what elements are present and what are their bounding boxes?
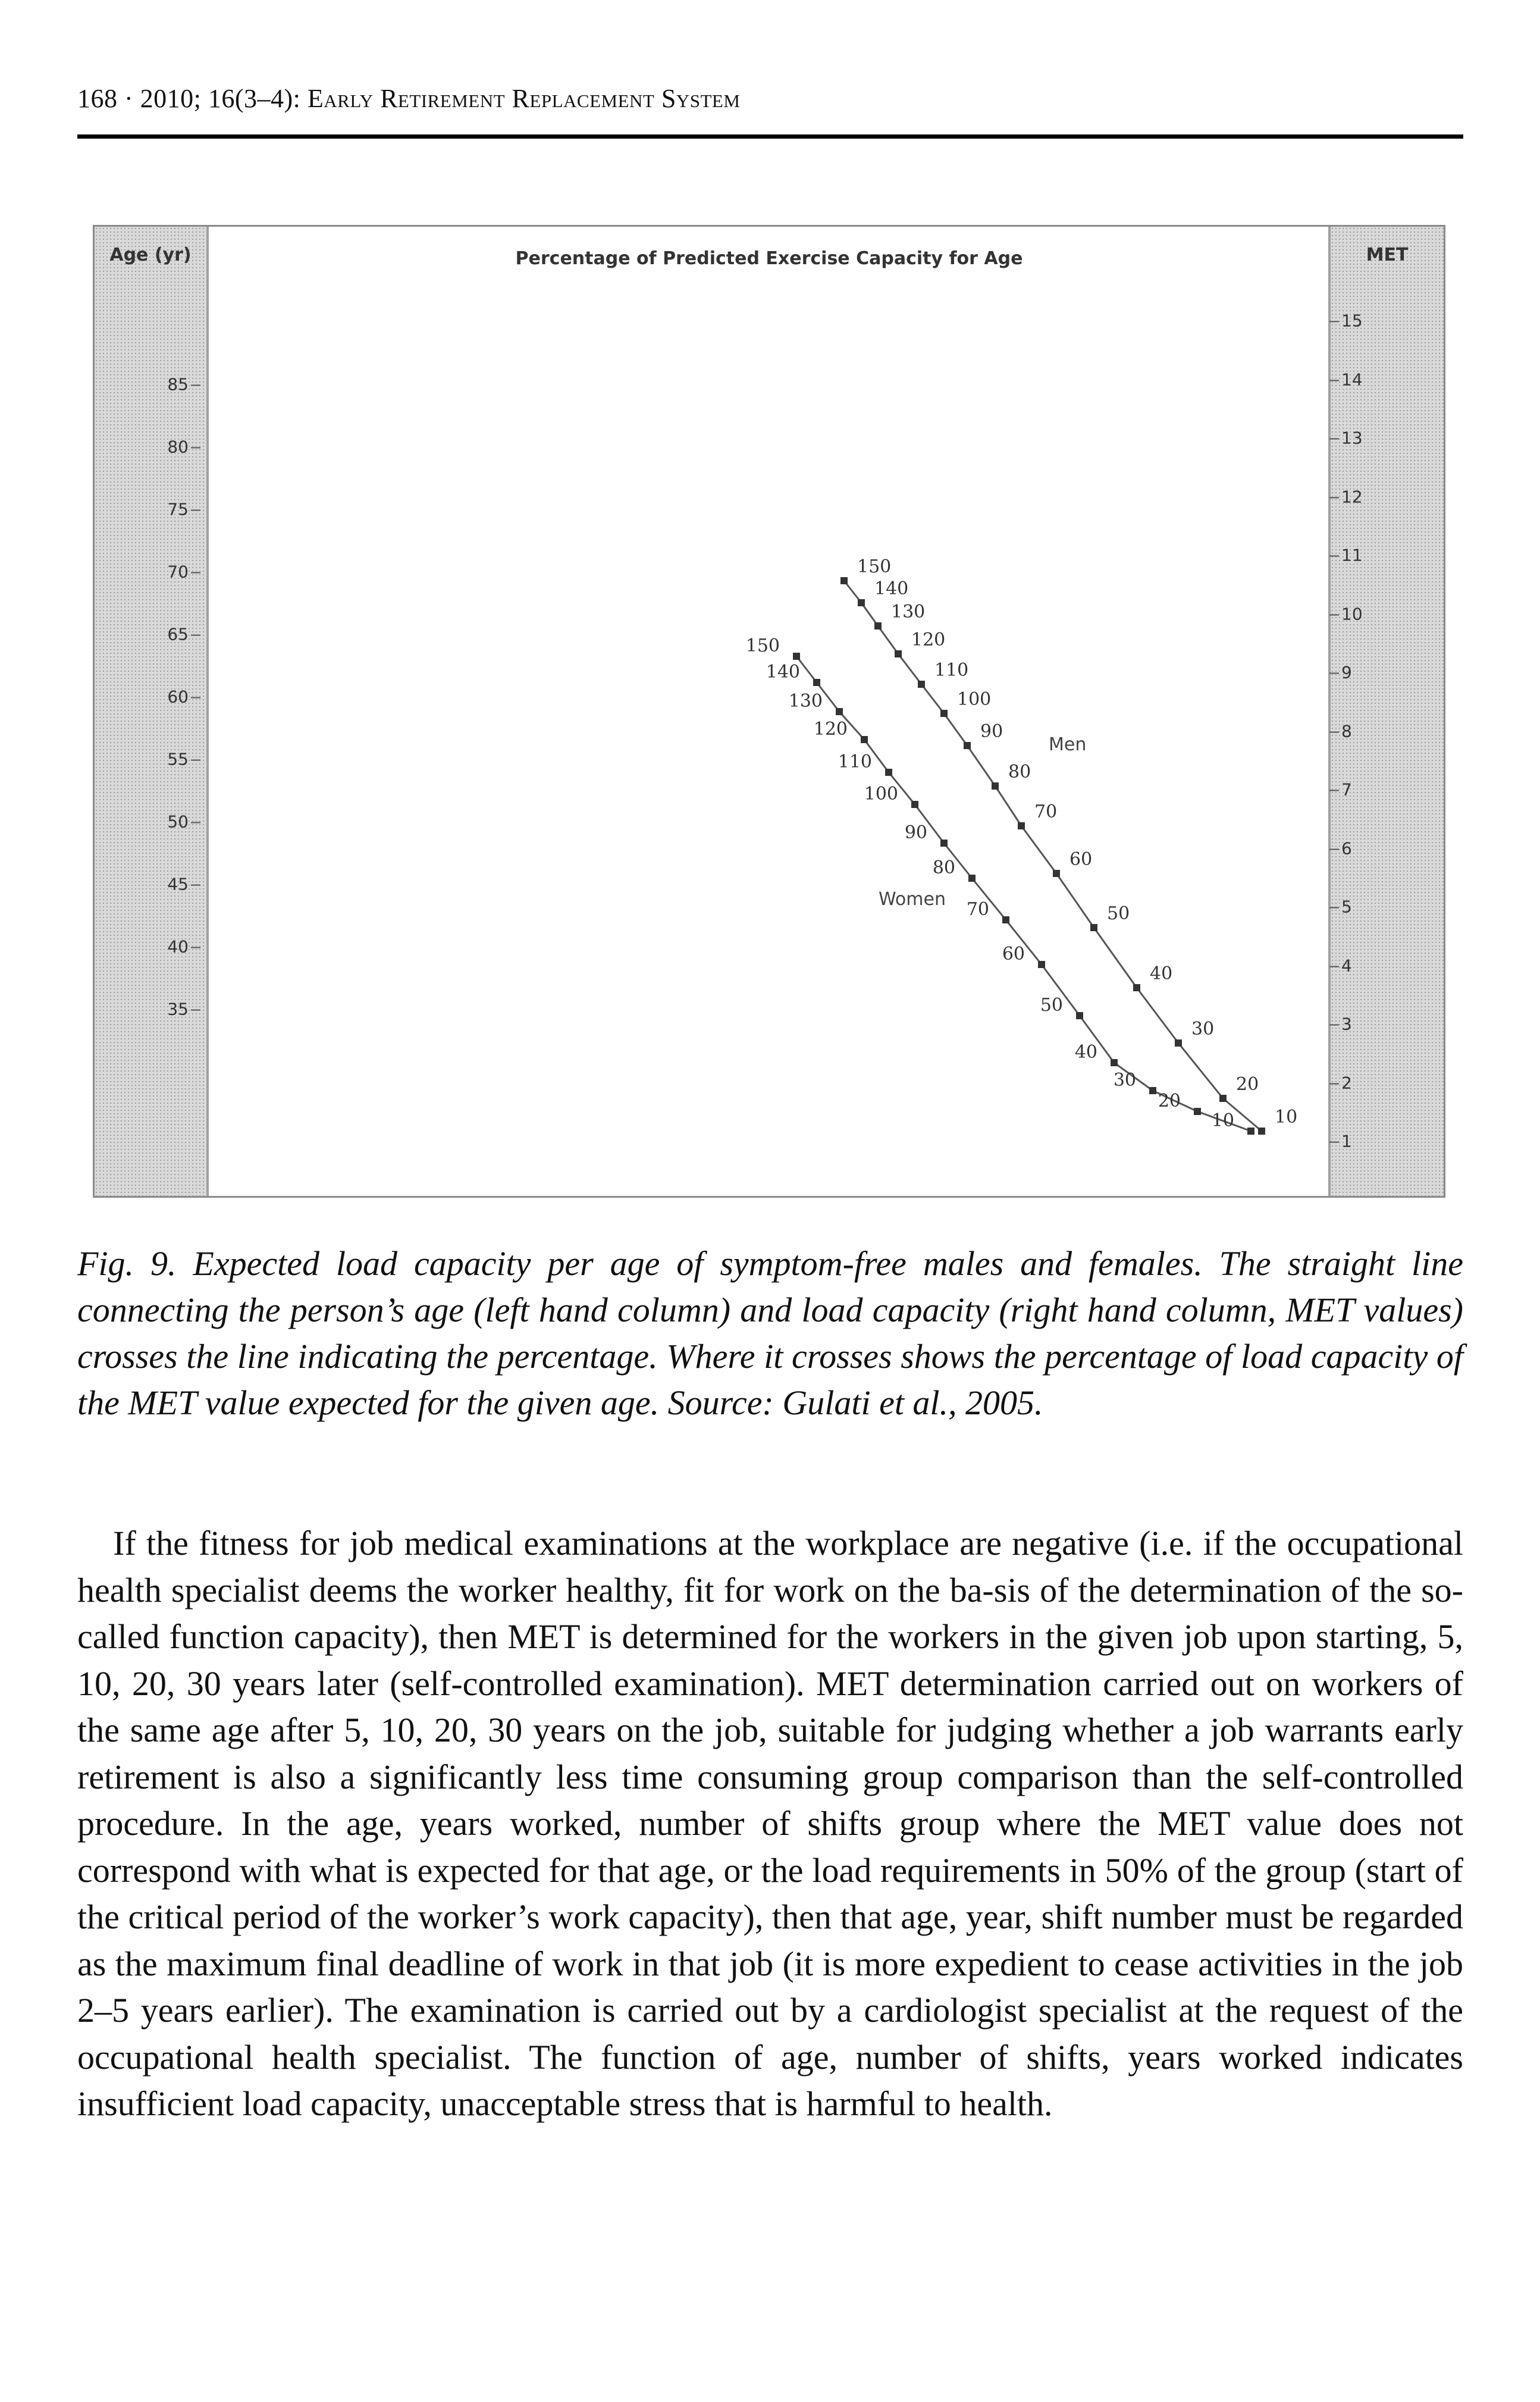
age-tick: 65 [167,625,200,644]
met-tick: 10 [1329,604,1363,624]
met-tick: 11 [1329,546,1363,565]
men-point-marker [918,681,925,688]
women-percent-label: 70 [966,899,989,920]
women-percent-label: 90 [904,822,927,843]
women-percent-label: 110 [838,751,872,772]
women-percent-label: 40 [1074,1042,1097,1063]
running-header [77,83,1463,125]
men-percent-label: 50 [1107,903,1130,924]
men-point-marker [992,782,999,790]
women-point-marker [1111,1059,1118,1066]
figure-caption: Fig. 9. Expected load capacity per age of symptom-free males and females. The straight line connecting the person’s age (left hand column) and load capacity (right hand column, MET values) crosses the line indicating the percentage. Where it crosses shows the percentage of load capacity of the MET value expected for the given age. Source: Gulati et al., 2005. [77,1244,1463,1422]
age-tick: 60 [167,687,200,707]
page-number: 168 [77,84,118,113]
men-point-marker [1258,1128,1265,1135]
age-tick: 75 [167,500,200,519]
body-paragraph: If the fitness for job medical examinations at the workplace are negative (i.e. if the occupational health specialist deems the worker healthy, fit for work on the ba-sis of the determination of the so-called function capacity), then MET is determined for the workers in the given job upon starting, 5, 10, 20, 30 years later (self-controlled examination). MET determination carried out on workers of the same age after 5, 10, 20, 30 years on the job, suitable for judging whether a job warrants early retirement is also a significantly less time consuming group comparison than the self-controlled procedure. In the age, years worked, number of shifts group where the MET value does not correspond with what is expected for that age, or the load requirements in 50% of the group (start of the critical period of the worker’s work capacity), then that age, year, shift number must be regarded as the maximum final deadline of work in that job (it is more expedient to cease activities in the job 2–5 years earlier). The examination is carried out by a cardiologist specialist at the request of the occupational health specialist. The function of age, number of shifts, years worked indicates insufficient load capacity, unacceptable stress that is harmful to health. [77,1524,1463,2123]
women-point-marker [1076,1012,1083,1019]
women-point-marker [885,769,892,776]
met-tick: 4 [1329,956,1352,975]
men-percent-label: 100 [957,689,992,710]
women-percent-label: 120 [813,719,848,740]
men-percent-label: 70 [1034,801,1058,822]
women-percent-label: 150 [745,635,780,656]
women-series-label: Women [879,889,946,910]
men-point-marker [1175,1039,1182,1047]
met-tick: 15 [1329,311,1363,331]
met-tick: 1 [1329,1132,1352,1151]
volume-info: 2010; 16(3–4): [140,84,301,113]
women-percent-label: 10 [1211,1110,1234,1131]
men-point-marker [874,622,882,630]
met-tick: 14 [1329,369,1363,389]
women-percent-label: 50 [1040,995,1063,1016]
men-percent-label: 120 [911,630,946,650]
women-point-marker [911,801,918,808]
women-percent-label: 20 [1158,1091,1181,1111]
nomogram-figure [93,225,1445,1198]
men-percent-label: 150 [857,556,892,577]
women-point-marker [793,653,800,660]
met-tick: 7 [1329,780,1352,800]
men-percent-label: 110 [934,660,969,681]
women-percent-label: 140 [766,662,800,682]
women-point-marker [813,679,820,686]
header-rule [77,134,1463,139]
men-point-marker [1133,984,1140,991]
men-percent-label: 140 [874,578,909,599]
age-column-title: Age (yr) [109,245,192,265]
age-tick: 50 [167,812,200,832]
men-point-marker [1053,870,1060,877]
men-line [844,581,1262,1131]
age-tick: 45 [167,875,200,894]
met-tick: 6 [1329,838,1352,858]
percentage-lines-plot [95,227,1447,1200]
age-tick: 85 [167,375,200,394]
women-point-marker [1247,1128,1254,1135]
age-tick: 40 [167,937,200,957]
women-percent-label: 130 [788,691,823,712]
men-percent-label: 60 [1069,849,1093,870]
met-tick: 2 [1329,1073,1352,1092]
men-percent-label: 10 [1275,1107,1298,1128]
met-tick: 8 [1329,721,1352,741]
age-tick: 55 [167,750,200,769]
men-point-marker [858,599,865,606]
met-tick: 5 [1329,897,1352,917]
met-tick: 12 [1329,487,1363,506]
men-percent-label: 130 [891,602,926,622]
women-point-marker [861,736,868,743]
men-series-label: Men [1049,734,1087,755]
women-point-marker [1002,916,1009,923]
women-percent-label: 60 [1002,944,1025,964]
met-column-title: MET [1366,245,1409,265]
running-title: Early Retirement Replacement System [307,84,741,113]
met-tick: 13 [1329,428,1363,448]
men-point-marker [1018,822,1025,829]
women-percent-label: 100 [864,784,898,804]
met-tick: 9 [1329,663,1352,682]
women-percent-label: 80 [932,857,955,878]
men-point-marker [940,710,948,717]
women-point-marker [940,840,948,847]
women-percent-label: 30 [1113,1070,1136,1091]
men-percent-label: 80 [1008,762,1031,782]
women-point-marker [836,708,843,715]
women-point-marker [968,875,976,882]
men-percent-label: 90 [980,721,1003,742]
men-percent-label: 40 [1150,963,1173,984]
men-percent-label: 30 [1191,1019,1215,1039]
women-point-marker [1149,1087,1156,1094]
men-percent-label: 20 [1236,1074,1259,1095]
women-line [796,656,1251,1131]
women-point-marker [1194,1108,1201,1115]
chart-title: Percentage of Predicted Exercise Capacity for Age [515,248,1023,269]
men-point-marker [1090,924,1097,931]
met-tick: 3 [1329,1014,1352,1034]
age-tick: 80 [167,437,200,457]
age-tick: 35 [167,1000,200,1019]
men-point-marker [840,577,848,584]
separator: · [124,84,134,113]
women-point-marker [1038,961,1045,968]
men-point-marker [1219,1095,1227,1102]
men-point-marker [964,742,971,749]
men-point-marker [895,650,902,657]
age-tick: 70 [167,562,200,582]
